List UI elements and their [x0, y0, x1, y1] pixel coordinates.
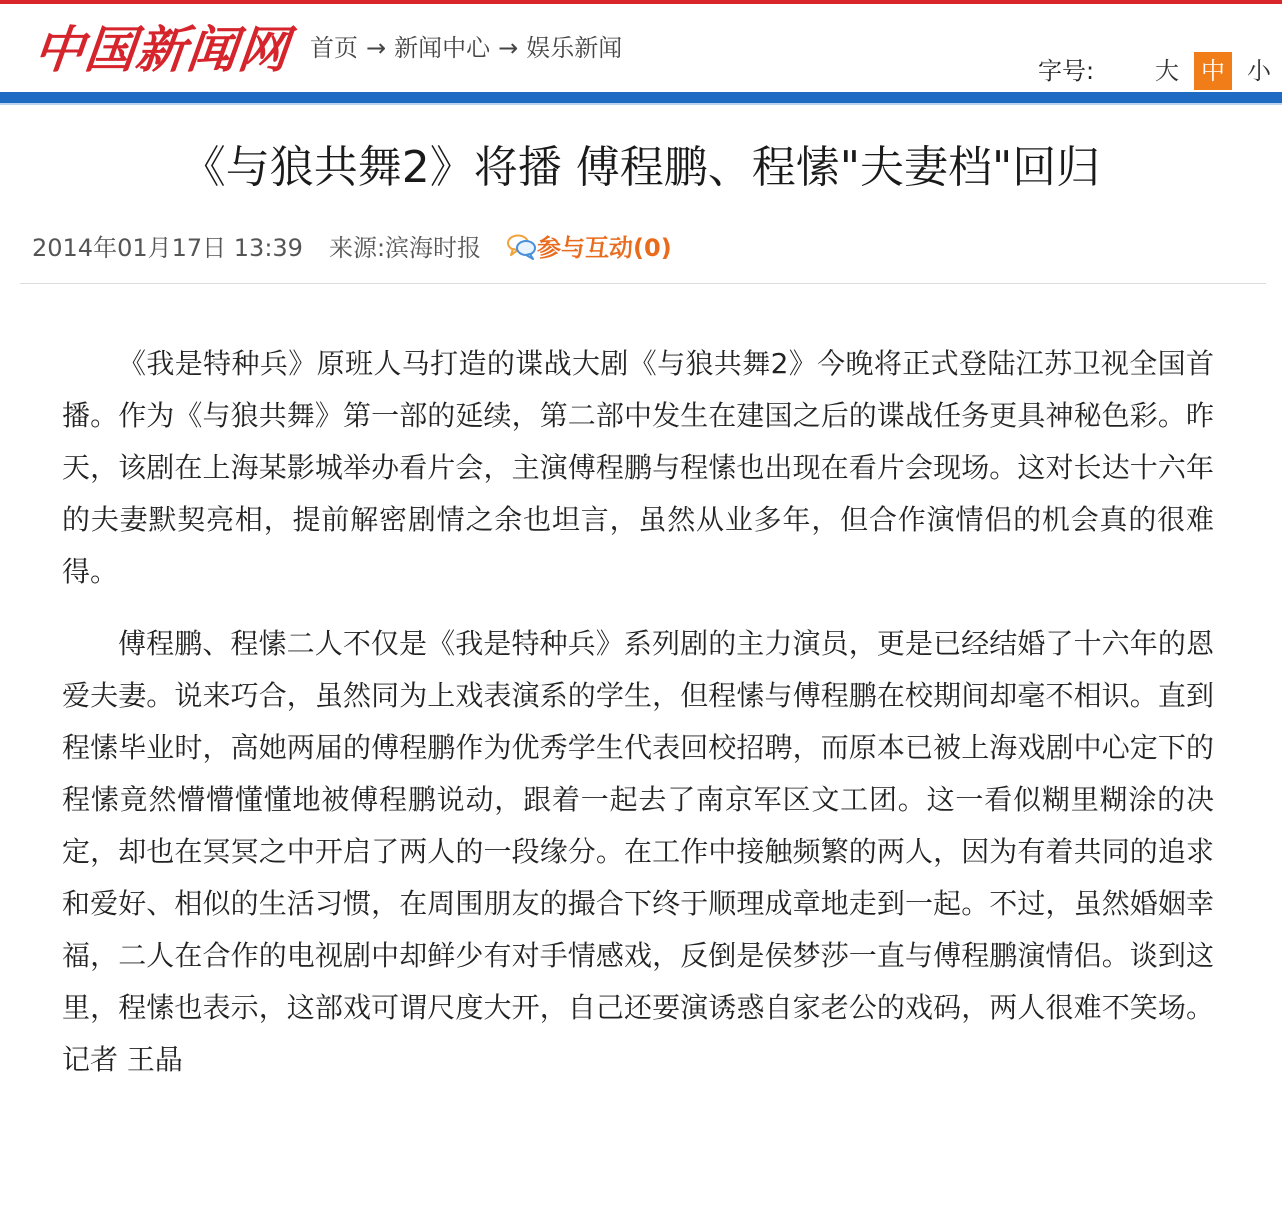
nav-bar-underline — [0, 103, 1282, 105]
breadcrumb-news-center[interactable]: 新闻中心 — [394, 34, 491, 62]
font-size-large[interactable]: 大 — [1155, 57, 1179, 85]
article-meta — [32, 228, 672, 268]
breadcrumb-arrow: → — [366, 34, 387, 62]
font-size-small[interactable]: 小 — [1247, 57, 1271, 85]
font-size-label: 字号: — [1038, 57, 1095, 85]
font-size-medium[interactable]: 中 — [1194, 52, 1232, 90]
chat-bubbles-icon — [507, 234, 537, 260]
meta-divider — [20, 283, 1266, 284]
interact-label: 参与互动(0) — [537, 234, 672, 262]
breadcrumb — [310, 32, 622, 64]
breadcrumb-entertainment-news[interactable]: 娱乐新闻 — [526, 34, 623, 62]
publish-date: 2014年01月17日 13:39 — [32, 234, 303, 262]
article-paragraph: 傅程鹏、程愫二人不仅是《我是特种兵》系列剧的主力演员，更是已经结婚了十六年的恩爱夫妻。说来巧合，虽然同为上戏表演系的学生，但程愫与傅程鹏在校期间却毫不相识。直到程愫毕业时，高她两届的傅程鹏作为优秀学生代表回校招聘，而原本已被上海戏剧中心定下的程愫竟然懵懵懂懂地被傅程鹏说动，跟着一起去了南京军区文工团。这一看似糊里糊涂的决定，却也在冥冥之中开启了两人的一段缘分。在工作中接触频繁的两人，因为有着共同的追求和爱好、相似的生活习惯，在周围朋友的撮合下终于顺理成章地走到一起。不过，虽然婚姻幸福，二人在合作的电视剧中却鲜少有对手情感戏，反倒是侯梦莎一直与傅程鹏演情侣。谈到这里，程愫也表示，这部戏可谓尺度大开，自己还要演诱惑自家老公的戏码，两人很难不笑场。记者 王晶 — [62, 627, 1214, 1076]
article-body — [62, 338, 1214, 1106]
nav-bar — [0, 92, 1282, 103]
breadcrumb-home[interactable]: 首页 — [310, 34, 358, 62]
article-paragraph: 《我是特种兵》原班人马打造的谍战大剧《与狼共舞2》今晚将正式登陆江苏卫视全国首播。作为《与狼共舞》第一部的延续，第二部中发生在建国之后的谍战任务更具神秘色彩。昨天，该剧在上海某影城举办看片会，主演傅程鹏与程愫也出现在看片会现场。这对长达十六年的夫妻默契亮相，提前解密剧情之余也坦言，虽然从业多年，但合作演情侣的机会真的很难得。 — [62, 347, 1214, 588]
breadcrumb-arrow: → — [498, 34, 519, 62]
source-name: 滨海时报 — [385, 234, 482, 262]
site-logo[interactable]: 中国新闻网 — [30, 20, 293, 79]
interact-link[interactable] — [507, 228, 672, 268]
site-header — [0, 4, 1282, 92]
article-title: 《与狼共舞2》将播 傅程鹏、程愫"夫妻档"回归 — [181, 142, 1101, 193]
source-label: 来源: — [328, 234, 386, 262]
